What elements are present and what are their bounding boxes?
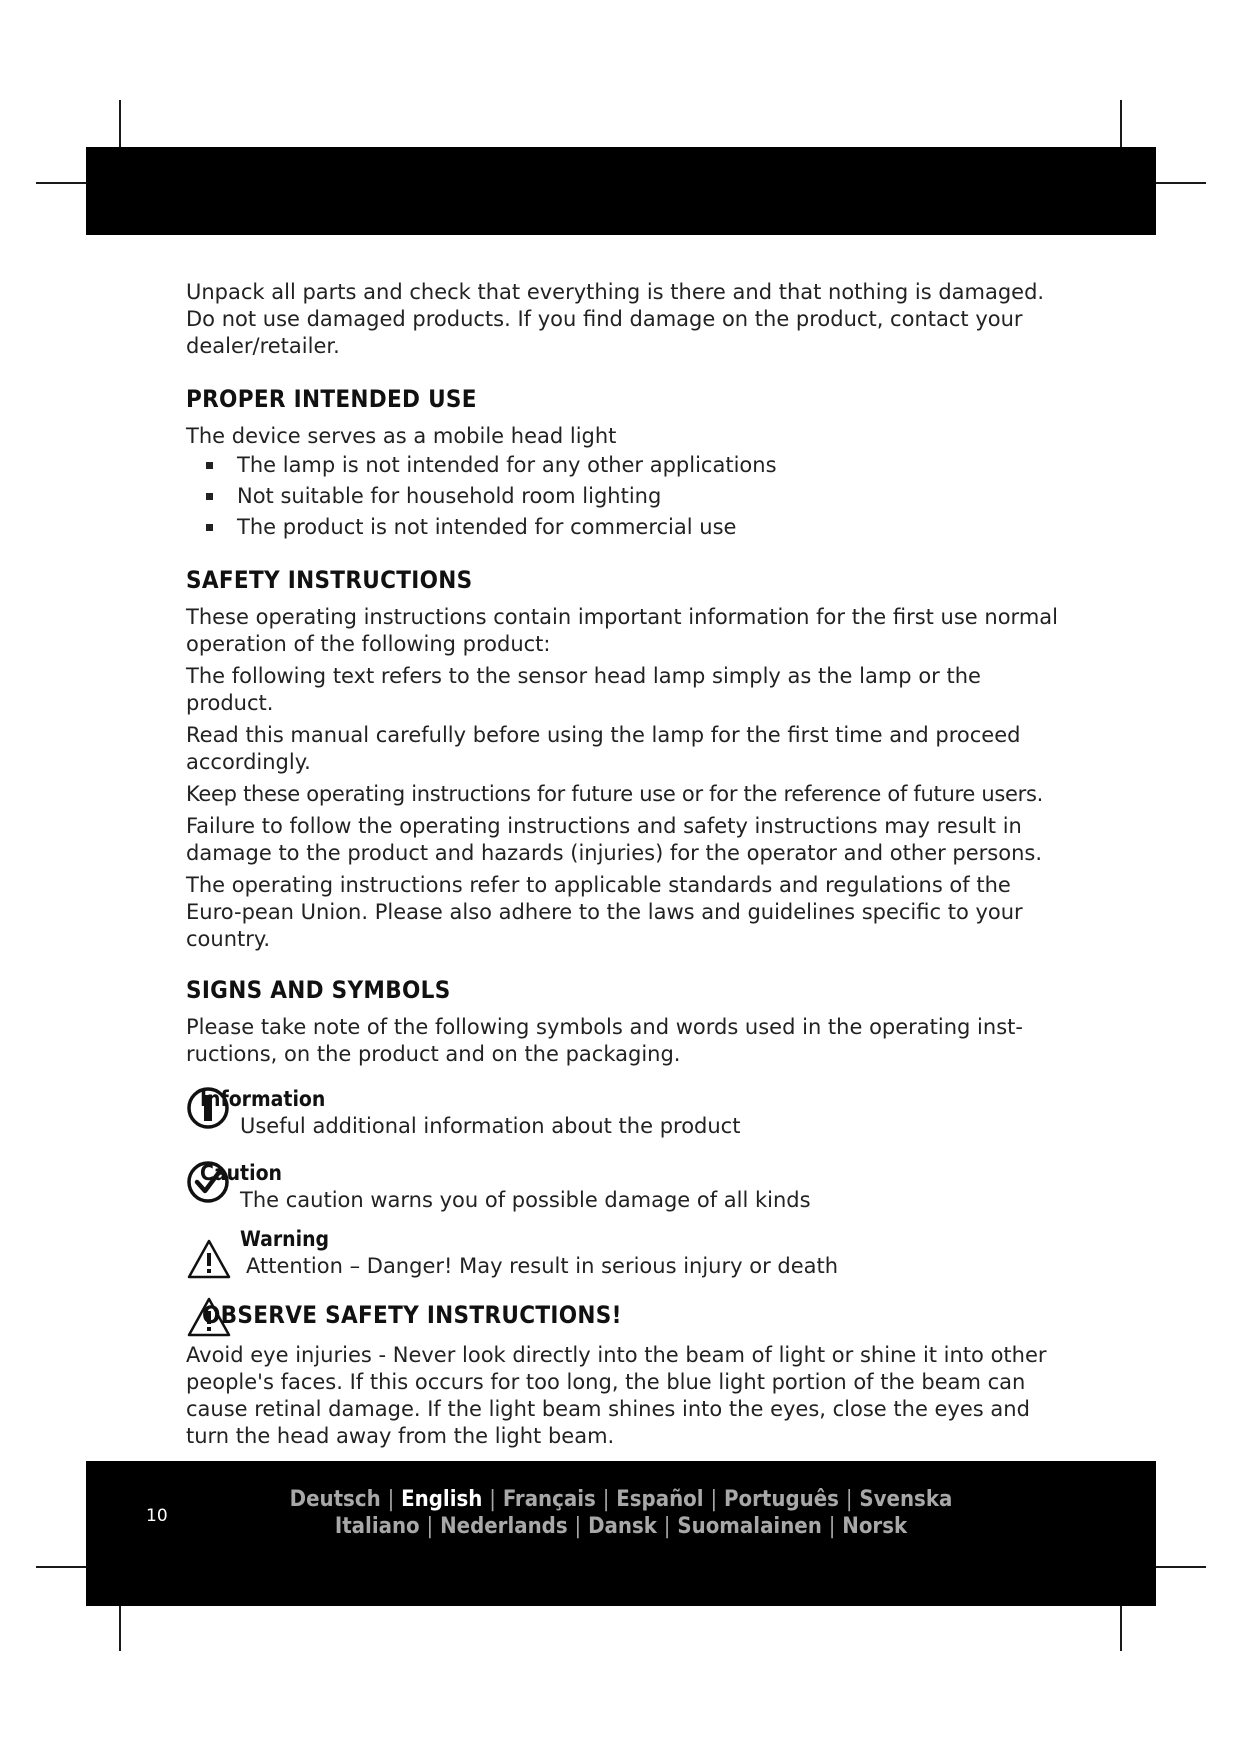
symbol-text: Attention – Danger! May result in serious injury or death: [246, 1254, 839, 1278]
language-line-1: [86, 1486, 1156, 1513]
separator: |: [845, 1487, 853, 1512]
signs-heading: SIGNS AND SYMBOLS: [186, 976, 451, 1004]
page-number: 10: [146, 1506, 168, 1526]
signs-lead: Please take note of the following symbols and words used in the operating inst-ructions, on the product and on the packaging.: [186, 1015, 1023, 1066]
language-link-svenska[interactable]: Svenska: [859, 1487, 953, 1512]
list-item: The product is not intended for commercial use: [186, 512, 1066, 543]
intended-use-heading: PROPER INTENDED USE: [186, 385, 477, 413]
language-link-espanol[interactable]: Español: [616, 1487, 704, 1512]
intro-paragraph: Unpack all parts and check that everything is there and that nothing is damaged. Do not use damaged products. If you find damage on the product, contact your dealer/retailer.: [186, 280, 1045, 358]
separator: |: [426, 1514, 434, 1539]
separator: |: [710, 1487, 718, 1512]
language-link-norsk[interactable]: Norsk: [842, 1514, 908, 1539]
symbol-text: Useful additional information about the product: [240, 1114, 741, 1138]
intended-use-lead: The device serves as a mobile head light: [186, 424, 617, 448]
separator: |: [387, 1487, 395, 1512]
language-link-dansk[interactable]: Dansk: [588, 1514, 657, 1539]
separator: |: [574, 1514, 582, 1539]
safety-heading: SAFETY INSTRUCTIONS: [186, 566, 473, 594]
language-selector: [86, 1486, 1156, 1540]
safety-paragraph: Keep these operating instructions for future use or for the reference of future users.: [186, 782, 1043, 806]
observe-heading-row: [186, 1300, 1066, 1342]
safety-paragraph: Failure to follow the operating instructions and safety instructions may result in damage to the product and hazards (injuries) for the operator and other persons.: [186, 814, 1043, 865]
safety-paragraph: The operating instructions refer to applicable standards and regulations of the Euro-pean Union. Please also adhere to the laws and guidelines specific to your country.: [186, 873, 1023, 951]
safety-paragraph: These operating instructions contain important information for the first use normal operation of the following product:: [186, 605, 1058, 656]
symbol-warning: [186, 1226, 1066, 1282]
warning-icon: [186, 1238, 232, 1280]
separator: |: [602, 1487, 610, 1512]
page-content: [186, 279, 1066, 1450]
symbol-title: Caution: [200, 1161, 283, 1185]
language-link-portugues[interactable]: Português: [724, 1487, 839, 1512]
language-link-suomalainen[interactable]: Suomalainen: [677, 1514, 822, 1539]
separator: |: [663, 1514, 671, 1539]
list-item: Not suitable for household room lighting: [186, 481, 1066, 512]
symbol-text: The caution warns you of possible damage of all kinds: [240, 1188, 811, 1212]
observe-paragraph: Avoid eye injuries - Never look directly into the beam of light or shine it into other people's faces. If this occurs for too long, the blue light portion of the beam can cause retinal damage. If the light beam shines into the eyes, close the eyes and turn the head away from the light beam.: [186, 1343, 1047, 1448]
language-link-english[interactable]: English: [401, 1487, 483, 1512]
symbol-information: [186, 1086, 1066, 1142]
header-bar: [86, 147, 1156, 235]
language-link-francais[interactable]: Français: [502, 1487, 596, 1512]
language-link-nederlands[interactable]: Nederlands: [440, 1514, 568, 1539]
observe-heading: OBSERVE SAFETY INSTRUCTIONS!: [202, 1301, 622, 1329]
language-line-2: [86, 1513, 1156, 1540]
intended-use-list: [186, 450, 1066, 543]
symbol-title: Warning: [240, 1227, 330, 1251]
separator: |: [828, 1514, 836, 1539]
safety-paragraph: Read this manual carefully before using the lamp for the first time and proceed accordingly.: [186, 723, 1021, 774]
symbol-caution: [186, 1160, 1066, 1216]
separator: |: [489, 1487, 496, 1512]
language-link-italiano[interactable]: Italiano: [334, 1514, 420, 1539]
symbol-title: Information: [200, 1087, 326, 1111]
safety-paragraph: The following text refers to the sensor head lamp simply as the lamp or the product.: [186, 664, 981, 715]
language-link-deutsch[interactable]: Deutsch: [289, 1487, 381, 1512]
list-item: The lamp is not intended for any other applications: [186, 450, 1066, 481]
